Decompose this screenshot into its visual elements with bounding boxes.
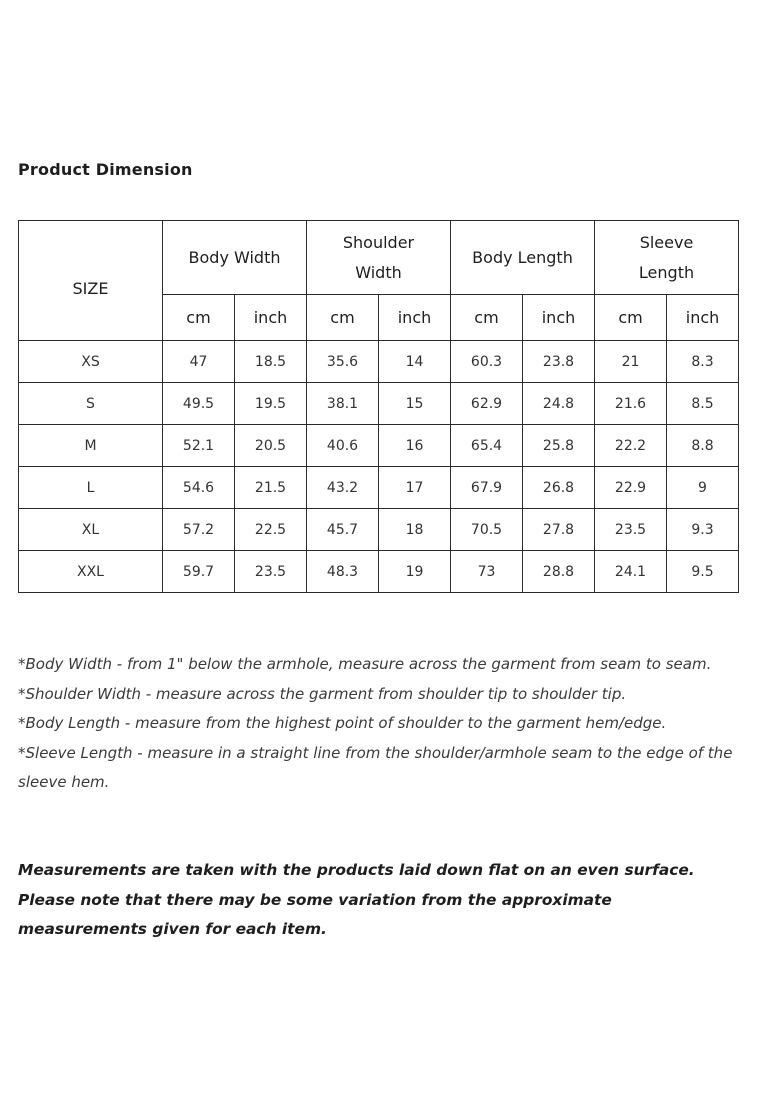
group-header-label: Shoulder xyxy=(342,232,415,252)
measurement-cell: 25.8 xyxy=(523,425,595,467)
measurement-cell: 18 xyxy=(379,509,451,551)
measurement-cell: 23.5 xyxy=(595,509,667,551)
page-title: Product Dimension xyxy=(18,160,193,179)
group-header-body-length xyxy=(451,221,595,295)
measurement-cell: 9.5 xyxy=(667,551,739,593)
note-shoulder-width: *Shoulder Width - measure across the garment from shoulder tip to shoulder tip. xyxy=(18,684,627,703)
measurement-cell: 19 xyxy=(379,551,451,593)
table-row xyxy=(19,467,739,509)
measurement-disclaimer xyxy=(18,856,738,945)
unit-header: cm xyxy=(307,295,379,341)
measurement-cell: 14 xyxy=(379,341,451,383)
table-body xyxy=(19,341,739,593)
table-row xyxy=(19,341,739,383)
group-header-shoulder-width xyxy=(307,221,451,295)
note-body-width: *Body Width - from 1" below the armhole, measure across the garment from seam to seam. xyxy=(18,655,712,673)
size-column-header: SIZE xyxy=(19,221,163,341)
measurement-cell: 65.4 xyxy=(451,425,523,467)
group-header-label: Sleeve xyxy=(639,232,694,252)
unit-header: cm xyxy=(451,295,523,341)
size-cell: L xyxy=(19,467,163,509)
measurement-cell: 15 xyxy=(379,383,451,425)
unit-header: inch xyxy=(379,295,451,341)
measurement-notes xyxy=(18,650,738,798)
measurement-cell: 19.5 xyxy=(235,383,307,425)
size-cell: XS xyxy=(19,341,163,383)
table-row xyxy=(19,509,739,551)
unit-header: cm xyxy=(163,295,235,341)
measurement-cell: 20.5 xyxy=(235,425,307,467)
measurement-cell: 8.8 xyxy=(667,425,739,467)
measurement-cell: 60.3 xyxy=(451,341,523,383)
measurement-cell: 8.5 xyxy=(667,383,739,425)
unit-header: inch xyxy=(667,295,739,341)
measurement-cell: 49.5 xyxy=(163,383,235,425)
size-cell: M xyxy=(19,425,163,467)
table-header-row xyxy=(19,221,739,295)
measurement-cell: 43.2 xyxy=(307,467,379,509)
disclaimer-line-2: Please note that there may be some variation from the approximate measurements given for each item. xyxy=(18,890,612,938)
measurement-cell: 24.8 xyxy=(523,383,595,425)
table-row xyxy=(19,551,739,593)
measurement-cell: 70.5 xyxy=(451,509,523,551)
measurement-cell: 18.5 xyxy=(235,341,307,383)
measurement-cell: 40.6 xyxy=(307,425,379,467)
measurement-cell: 47 xyxy=(163,341,235,383)
measurement-cell: 21.5 xyxy=(235,467,307,509)
size-chart-table xyxy=(18,220,739,593)
group-header-label-line2: Length xyxy=(638,262,695,282)
measurement-cell: 23.8 xyxy=(523,341,595,383)
disclaimer-line-1: Measurements are taken with the products laid down flat on an even surface. xyxy=(18,861,695,879)
group-header-label: Body Length xyxy=(472,247,573,267)
table-row xyxy=(19,383,739,425)
unit-header: cm xyxy=(595,295,667,341)
size-cell: XXL xyxy=(19,551,163,593)
group-header-label: Body Width xyxy=(188,247,281,267)
measurement-cell: 16 xyxy=(379,425,451,467)
measurement-cell: 22.2 xyxy=(595,425,667,467)
measurement-cell: 9.3 xyxy=(667,509,739,551)
measurement-cell: 57.2 xyxy=(163,509,235,551)
measurement-cell: 35.6 xyxy=(307,341,379,383)
measurement-cell: 67.9 xyxy=(451,467,523,509)
measurement-cell: 48.3 xyxy=(307,551,379,593)
measurement-cell: 17 xyxy=(379,467,451,509)
measurement-cell: 23.5 xyxy=(235,551,307,593)
measurement-cell: 45.7 xyxy=(307,509,379,551)
measurement-cell: 59.7 xyxy=(163,551,235,593)
measurement-cell: 26.8 xyxy=(523,467,595,509)
measurement-cell: 28.8 xyxy=(523,551,595,593)
measurement-cell: 21 xyxy=(595,341,667,383)
size-cell: XL xyxy=(19,509,163,551)
size-cell: S xyxy=(19,383,163,425)
measurement-cell: 8.3 xyxy=(667,341,739,383)
measurement-cell: 21.6 xyxy=(595,383,667,425)
table-row xyxy=(19,425,739,467)
measurement-cell: 22.9 xyxy=(595,467,667,509)
measurement-cell: 38.1 xyxy=(307,383,379,425)
measurement-cell: 73 xyxy=(451,551,523,593)
unit-header: inch xyxy=(523,295,595,341)
measurement-cell: 24.1 xyxy=(595,551,667,593)
group-header-label-line2: Width xyxy=(355,262,402,282)
unit-header: inch xyxy=(235,295,307,341)
measurement-cell: 52.1 xyxy=(163,425,235,467)
group-header-body-width xyxy=(163,221,307,295)
measurement-cell: 62.9 xyxy=(451,383,523,425)
measurement-cell: 22.5 xyxy=(235,509,307,551)
measurement-cell: 54.6 xyxy=(163,467,235,509)
group-header-sleeve-length xyxy=(595,221,739,295)
measurement-cell: 9 xyxy=(667,467,739,509)
note-body-length: *Body Length - measure from the highest point of shoulder to the garment hem/edge. xyxy=(18,714,667,732)
measurement-cell: 27.8 xyxy=(523,509,595,551)
note-sleeve-length: *Sleeve Length - measure in a straight line from the shoulder/armhole seam to the edge of the sleeve hem. xyxy=(18,743,733,791)
